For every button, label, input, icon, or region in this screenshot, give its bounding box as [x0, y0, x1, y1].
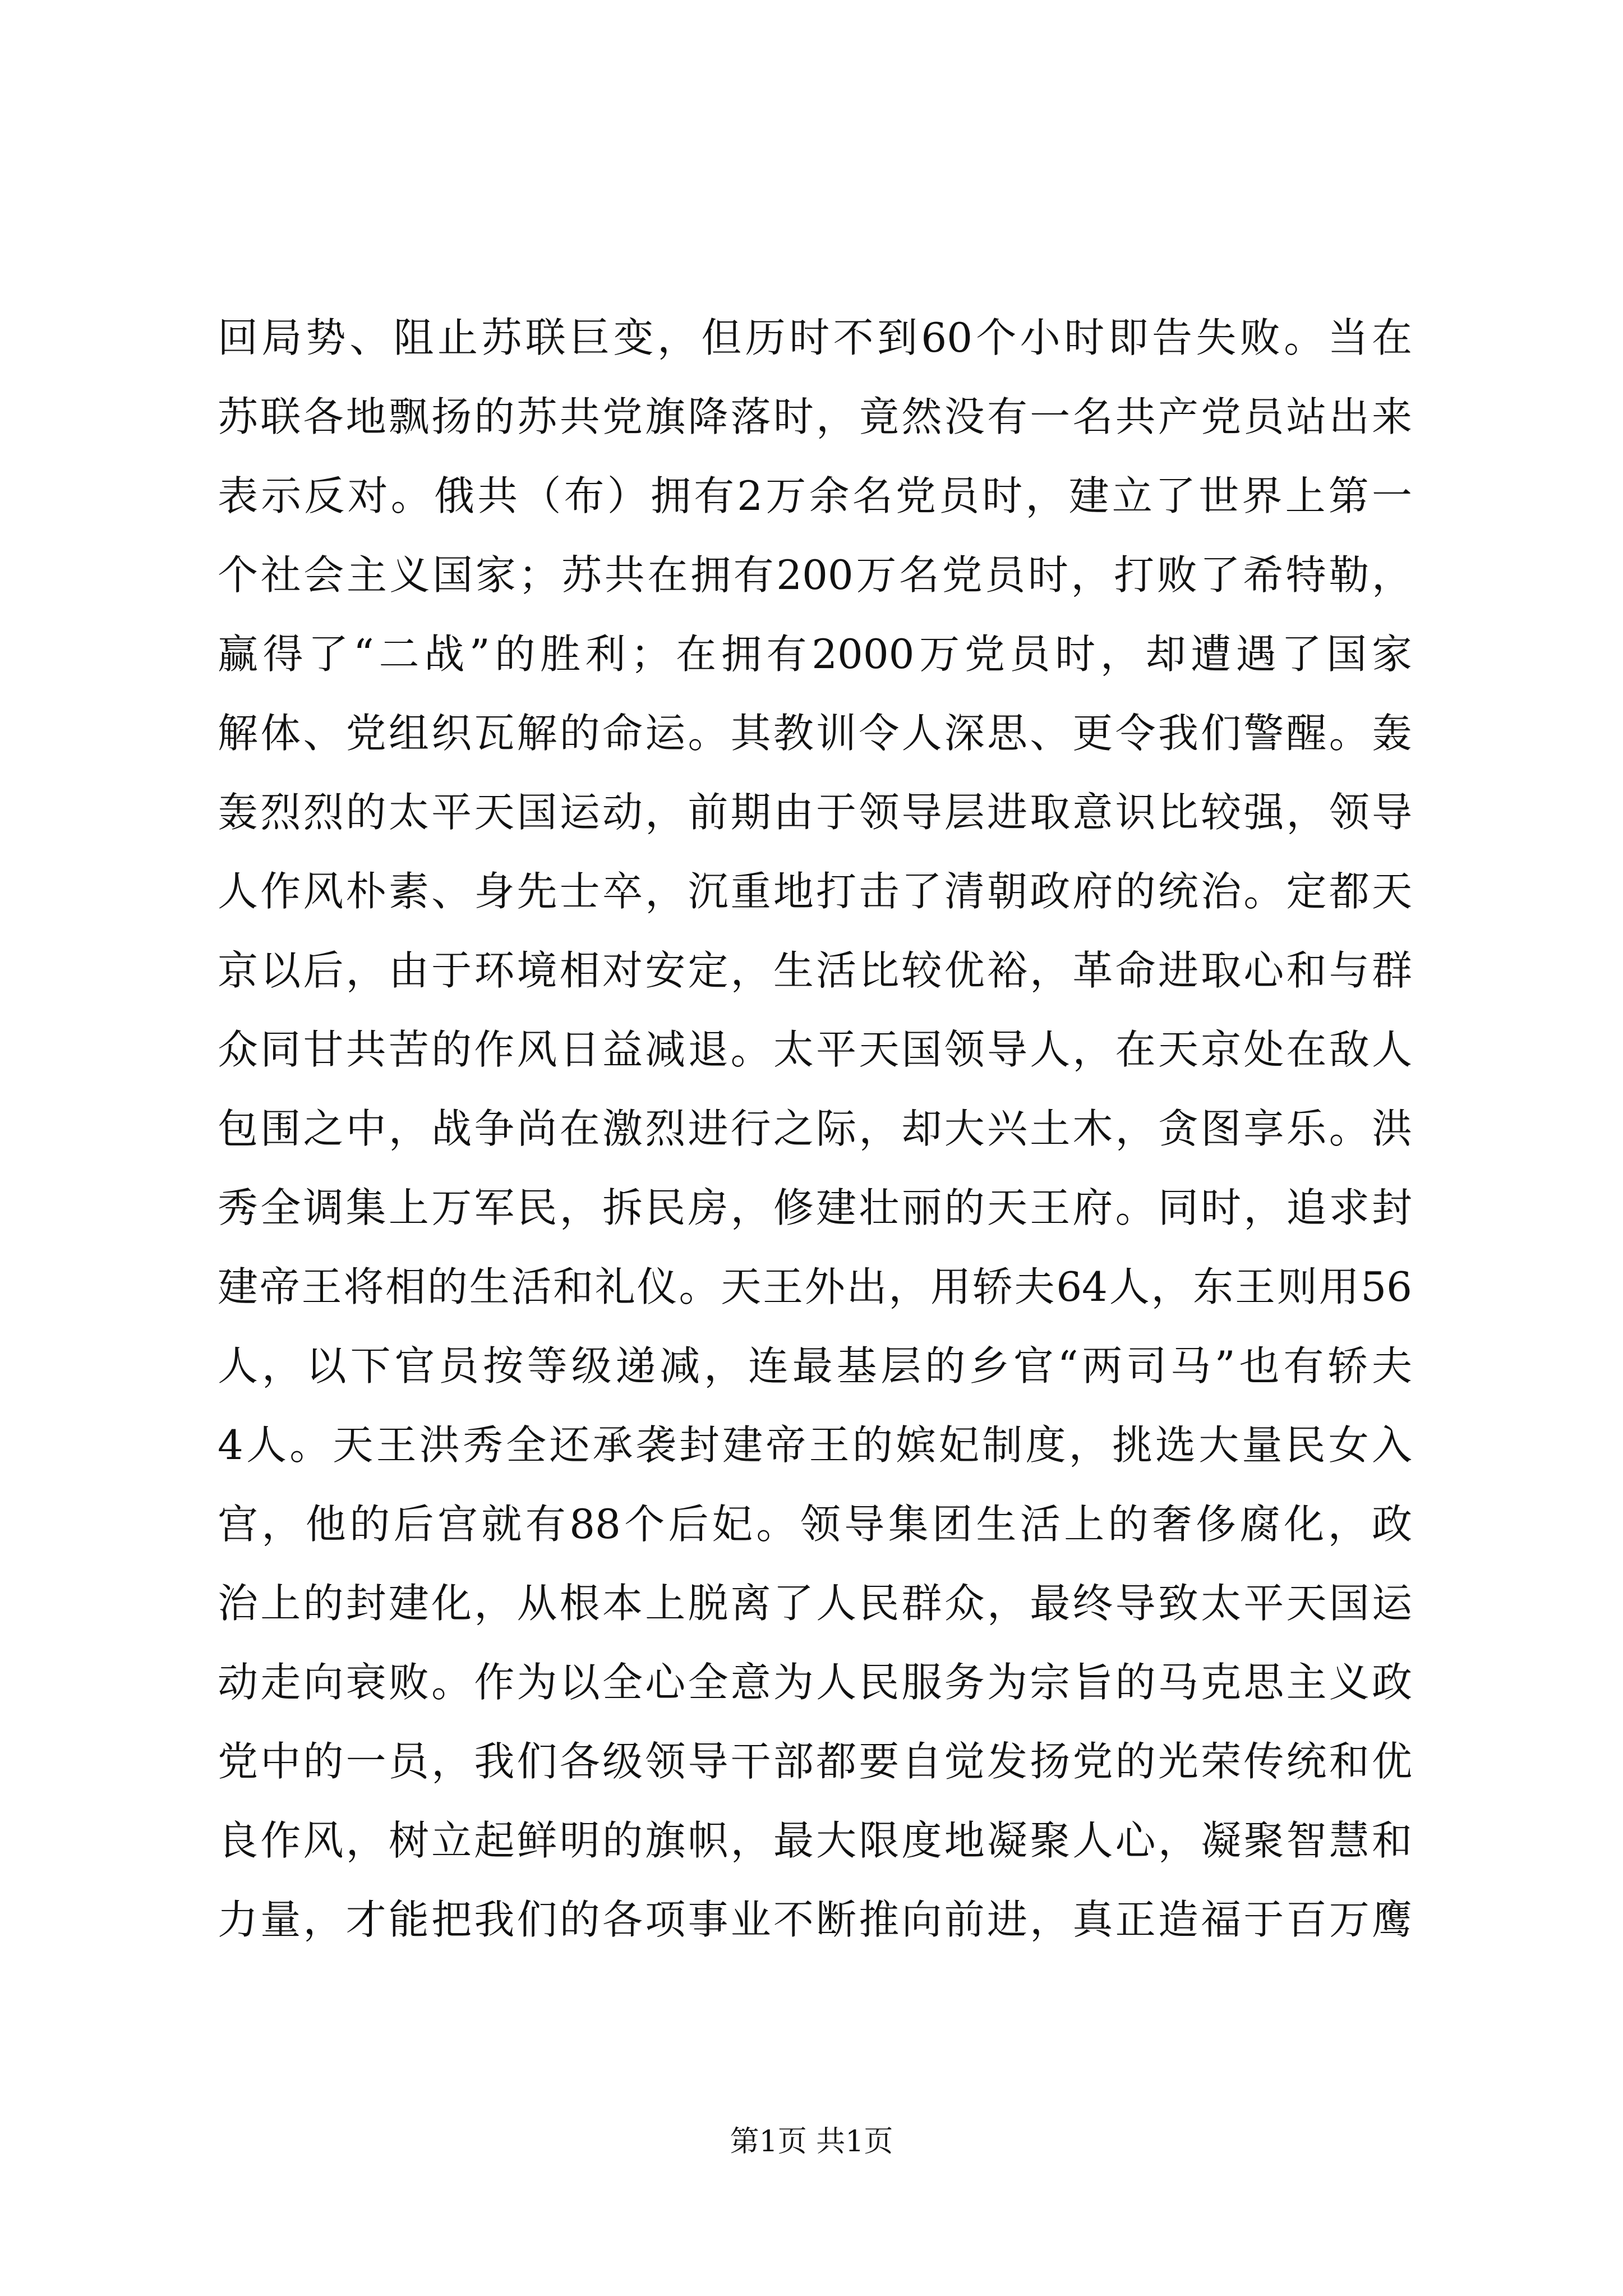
text-line: 解体、党组织瓦解的命运。其教训令人深思、更令我们警醒。轰 [218, 710, 1412, 757]
text-line: 回局势、阻止苏联巨变，但历时不到60个小时即告失败。当在 [218, 314, 1412, 361]
text-line: 动走向衰败。作为以全心全意为人民服务为宗旨的马克思主义政 [218, 1659, 1412, 1706]
text-line: 宫，他的后宫就有88个后妃。领导集团生活上的奢侈腐化，政 [218, 1501, 1412, 1548]
text-line: 人，以下官员按等级递减，连最基层的乡官“两司马”也有轿夫 [218, 1342, 1412, 1389]
text-line: 京以后，由于环境相对安定，生活比较优裕，革命进取心和与群 [218, 947, 1412, 994]
text-line: 表示反对。俄共（布）拥有2万余名党员时，建立了世界上第一 [218, 472, 1412, 519]
text-line: 秀全调集上万军民，拆民房，修建壮丽的天王府。同时，追求封 [218, 1184, 1412, 1231]
text-line: 4人。天王洪秀全还承袭封建帝王的嫔妃制度，挑选大量民女入 [218, 1421, 1412, 1469]
text-line: 人作风朴素、身先士卒，沉重地打击了清朝政府的统治。定都天 [218, 868, 1412, 915]
body-text [218, 298, 1412, 1959]
text-line: 个社会主义国家；苏共在拥有200万名党员时，打败了希特勒， [218, 551, 1412, 599]
text-line: 包围之中，战争尚在激烈进行之际，却大兴土木，贪图享乐。洪 [218, 1105, 1412, 1152]
text-line: 轰烈烈的太平天国运动，前期由于领导层进取意识比较强，领导 [218, 789, 1412, 836]
text-line: 赢得了“二战”的胜利；在拥有2000万党员时，却遭遇了国家 [218, 631, 1412, 678]
text-line: 苏联各地飘扬的苏共党旗降落时，竟然没有一名共产党员站出来 [218, 393, 1412, 440]
text-line: 党中的一员，我们各级领导干部都要自觉发扬党的光荣传统和优 [218, 1738, 1412, 1785]
text-line: 建帝王将相的生活和礼仪。天王外出，用轿夫64人，东王则用56 [218, 1263, 1412, 1310]
text-line: 众同甘共苦的作风日益减退。太平天国领导人，在天京处在敌人 [218, 1026, 1412, 1073]
text-line: 良作风，树立起鲜明的旗帜，最大限度地凝聚人心，凝聚智慧和 [218, 1817, 1412, 1864]
page-footer [0, 2125, 1623, 2159]
page-number: 第1页 共1页 [730, 2125, 893, 2159]
text-line: 力量，才能把我们的各项事业不断推向前进，真正造福于百万鹰 [218, 1896, 1412, 1943]
text-line: 治上的封建化，从根本上脱离了人民群众，最终导致太平天国运 [218, 1580, 1412, 1627]
